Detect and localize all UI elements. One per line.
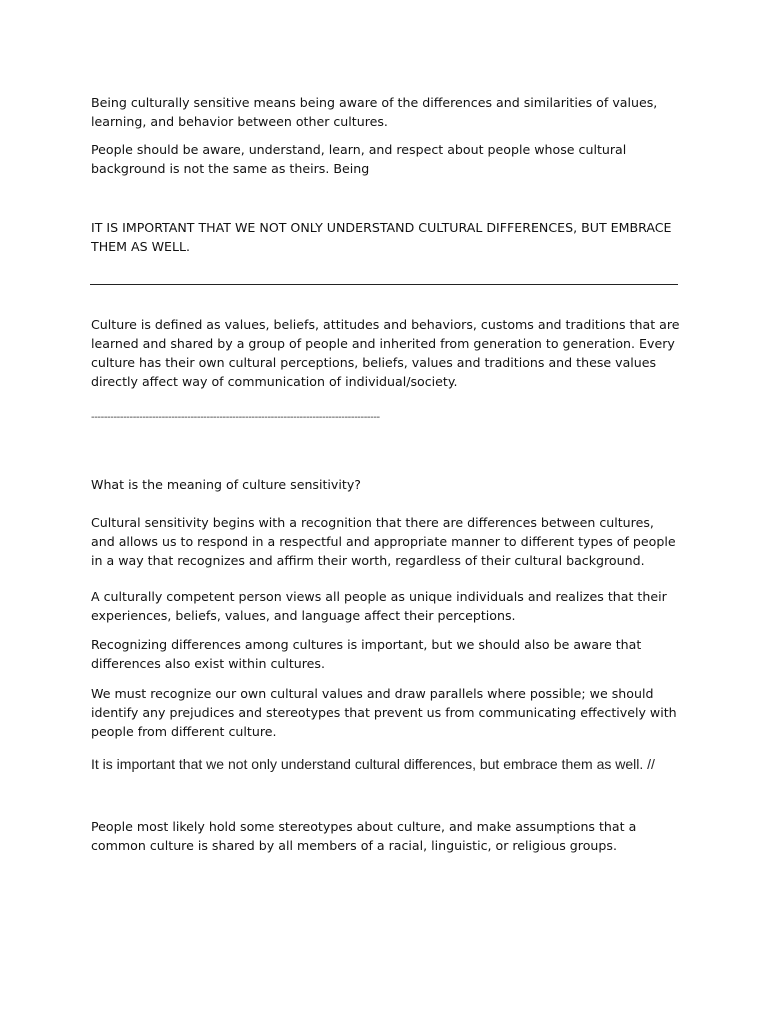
paragraph-sensitivity-begins: Cultural sensitivity begins with a recognition that there are differences between cultures, and allows us to respond in a respectful and appropriate manner to different types of people in a way that recognizes and affirm their worth, regardless of their cultural background. xyxy=(91,515,676,568)
paragraph-recognizing-differences: Recognizing differences among cultures is important, but we should also be aware that differences also exist within cultures. xyxy=(91,637,642,671)
paragraph-own-values: We must recognize our own cultural values and draw parallels where possible; we should identify any prejudices and stereotypes that prevent us from communicating effectively with people from different culture. xyxy=(91,686,677,739)
dashed-separator: ------------------------------------------------------------------------------------------ xyxy=(91,412,380,423)
paragraph-culture-defined: Culture is defined as values, beliefs, attitudes and behaviors, customs and traditions that are learned and shared by a group of people and inherited from generation to generation. Every culture has their own cultural perceptions, beliefs, values and traditions and these values directly affect way of communication of individual/society. xyxy=(91,317,680,389)
paragraph-stereotypes: People most likely hold some stereotypes about culture, and make assumptions that a common culture is shared by all members of a racial, linguistic, or religious groups. xyxy=(91,819,637,853)
embrace-sentence: It is important that we not only understand cultural differences, but embrace them as well. // xyxy=(91,756,655,772)
paragraph-competent-person: A culturally competent person views all people as unique individuals and realizes that their experiences, beliefs, values, and language affect their perceptions. xyxy=(91,589,667,623)
heading-caps: IT IS IMPORTANT THAT WE NOT ONLY UNDERSTAND CULTURAL DIFFERENCES, BUT EMBRACE THEM AS WELL. xyxy=(91,220,672,254)
question-heading: What is the meaning of culture sensitivity? xyxy=(91,477,361,492)
paragraph-intro-aware: People should be aware, understand, learn, and respect about people whose cultural background is not the same as theirs. Being xyxy=(91,142,627,176)
paragraph-intro-definition: Being culturally sensitive means being aware of the differences and similarities of values, learning, and behavior between other cultures. xyxy=(91,95,658,129)
horizontal-rule xyxy=(90,284,678,285)
